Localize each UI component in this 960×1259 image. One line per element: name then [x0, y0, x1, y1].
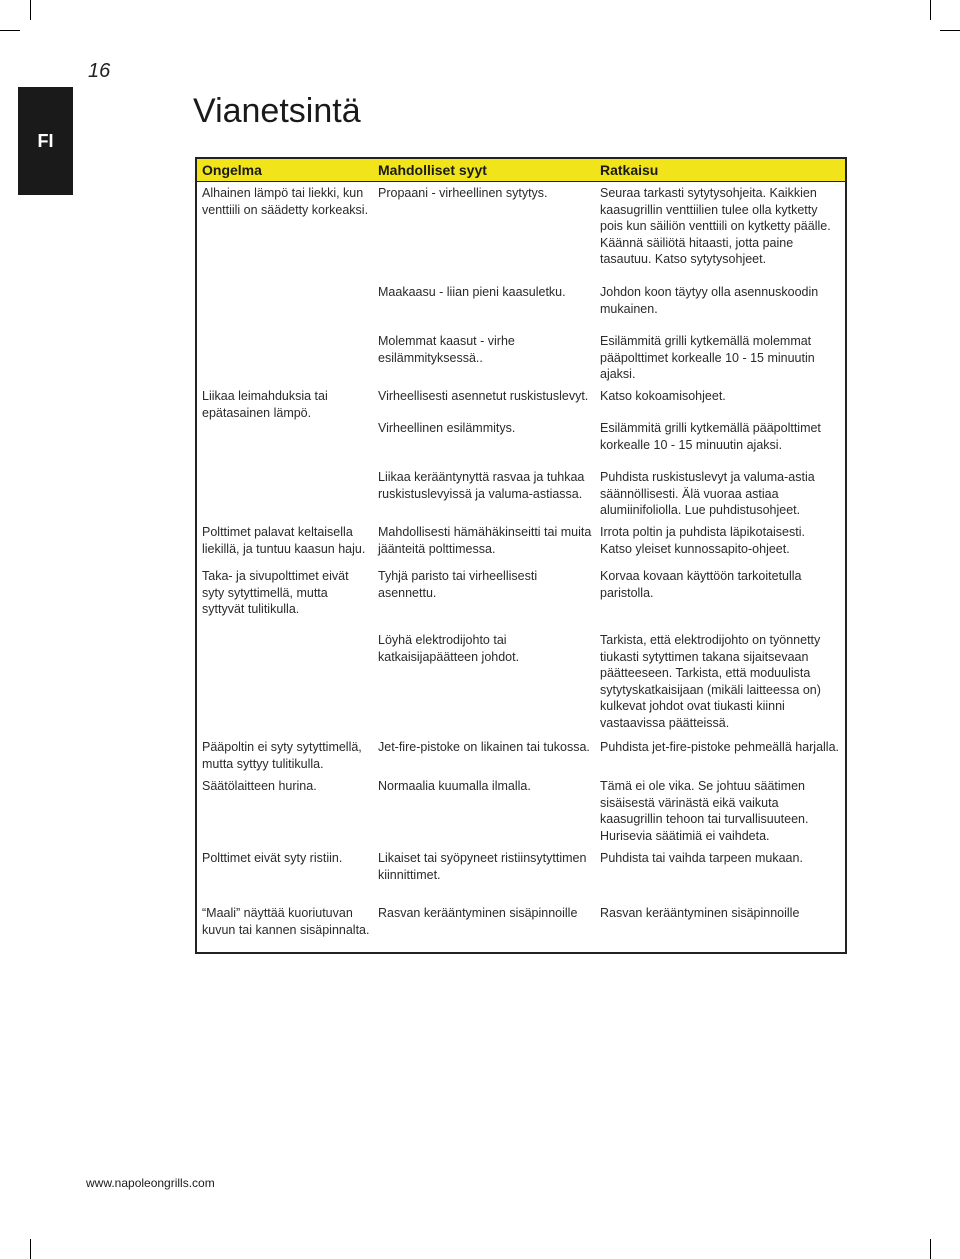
solution-cell: Puhdista jet-fire-pistoke pehmeällä harjalla. [600, 740, 840, 754]
cause-cell: Liikaa kerääntynyttä rasvaa ja tuhkaa ruskistuslevyissä ja valuma-astiassa. [378, 470, 585, 501]
language-tab [18, 87, 73, 195]
problem-cell: Pääpoltin ei syty sytyttimellä, mutta syttyy tulitikulla. [202, 740, 362, 771]
problem-cell: Taka- ja sivupolttimet eivät syty sytyttimellä, mutta syttyvät tulitikulla. [202, 569, 349, 616]
column-header-causes: Mahdolliset syyt [378, 162, 487, 178]
troubleshooting-table [195, 157, 847, 954]
cause-cell: Mahdollisesti hämähäkinseitti tai muita jäänteitä polttimessa. [378, 525, 592, 556]
cause-cell: Propaani - virheellinen sytytys. [378, 186, 548, 200]
solution-cell: Korvaa kovaan käyttöön tarkoitetulla paristolla. [600, 569, 802, 600]
crop-mark [930, 1239, 931, 1259]
crop-mark [930, 0, 931, 20]
solution-cell: Puhdista ruskistuslevyt ja valuma-astia säännöllisesti. Älä vuoraa astiaa alumiinifoliolla. Lue puhdistusohjeet. [600, 470, 815, 517]
language-tab-label: FI [37, 130, 54, 151]
problem-cell: Alhainen lämpö tai liekki, kun venttiili on säädetty korkeaksi. [202, 186, 369, 217]
cause-cell: Löyhä elektrodijohto tai katkaisijapäätteen johdot. [378, 633, 520, 664]
solution-cell: Katso kokoamisohjeet. [600, 389, 726, 403]
solution-cell: Tämä ei ole vika. Se johtuu säätimen sisäisestä värinästä eikä vaikuta kaasugrillin tehoon tai turvallisuuteen. Hurisevia säätimiä ei vaihdeta. [600, 779, 809, 843]
solution-cell: Esilämmitä grilli kytkemällä pääpolttimet korkealle 10 - 15 minuutin ajaksi. [600, 421, 821, 452]
cause-cell: Rasvan kerääntyminen sisäpinnoille [378, 906, 578, 920]
solution-cell: Rasvan kerääntyminen sisäpinnoille [600, 906, 800, 920]
cause-cell: Virheellinen esilämmitys. [378, 421, 516, 435]
footer-website-url: www.napoleongrills.com [86, 1176, 215, 1190]
cause-cell: Virheellisesti asennetut ruskistuslevyt. [378, 389, 589, 403]
crop-mark [940, 30, 960, 31]
cause-cell: Jet-fire-pistoke on likainen tai tukossa. [378, 740, 590, 754]
problem-cell: Polttimet eivät syty ristiin. [202, 851, 343, 865]
problem-cell: Liikaa leimahduksia tai epätasainen lämpö. [202, 389, 328, 420]
page-number: 16 [88, 60, 111, 82]
page-title: Vianetsintä [193, 92, 361, 130]
cause-cell: Maakaasu - liian pieni kaasuletku. [378, 285, 566, 299]
solution-cell: Esilämmitä grilli kytkemällä molemmat pääpolttimet korkealle 10 - 15 minuutin ajaksi. [600, 334, 815, 381]
column-header-problem: Ongelma [202, 162, 262, 178]
cause-cell: Tyhjä paristo tai virheellisesti asennettu. [378, 569, 538, 600]
crop-mark [30, 1239, 31, 1259]
crop-mark [0, 30, 20, 31]
solution-cell: Johdon koon täytyy olla asennuskoodin mukainen. [600, 285, 819, 316]
solution-cell: Irrota poltin ja puhdista läpikotaisesti. Katso yleiset kunnossapito-ohjeet. [600, 525, 805, 556]
cause-cell: Molemmat kaasut - virhe esilämmityksessä.. [378, 334, 515, 365]
cause-cell: Normaalia kuumalla ilmalla. [378, 779, 531, 793]
column-header-solution: Ratkaisu [600, 162, 659, 178]
cause-cell: Likaiset tai syöpyneet ristiinsytyttimen kiinnittimet. [378, 851, 587, 882]
solution-cell: Tarkista, että elektrodijohto on työnnetty tiukasti sytyttimen takana sijaitsevaan päätteeseen. Tarkista, että moduulista sytytyskatkaisijaan (mikäli laitteessa on) kulkevat johdot ovat tiukasti kiinni vastaavissa päätteissä. [600, 633, 821, 730]
crop-mark [30, 0, 31, 20]
problem-cell: Polttimet palavat keltaisella liekillä, ja tuntuu kaasun haju. [202, 525, 366, 556]
table-header [197, 159, 845, 182]
solution-cell: Puhdista tai vaihda tarpeen mukaan. [600, 851, 803, 865]
problem-cell: Säätölaitteen hurina. [202, 779, 317, 793]
solution-cell: Seuraa tarkasti sytytysohjeita. Kaikkien kaasugrillin venttiilien tulee olla kytketty pois kun säiliön venttiili on kytketty päälle. Käännä säiliötä hitaasti, jotta paine tasautuu. Katso sytytysohjeet. [600, 186, 831, 266]
problem-cell: “Maali” näyttää kuoriutuvan kuvun tai kannen sisäpinnalta. [202, 906, 370, 937]
